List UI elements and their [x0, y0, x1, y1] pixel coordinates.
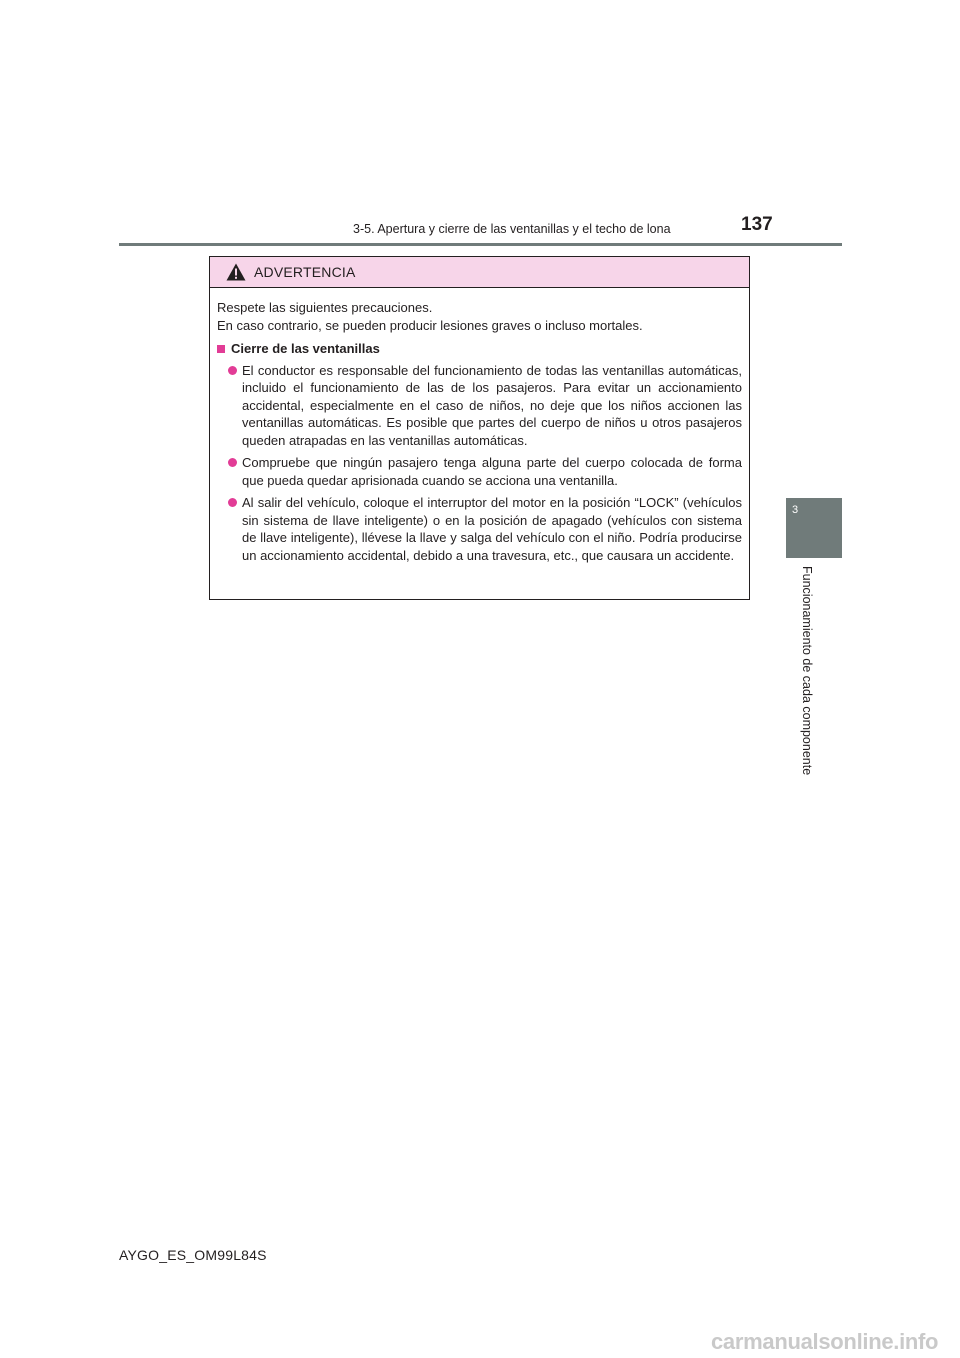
warning-box [209, 256, 750, 600]
section-header: 3-5. Apertura y cierre de las ventanillas y el techo de lona [353, 222, 671, 236]
chapter-tab-number: 3 [792, 504, 799, 516]
warning-title: ADVERTENCIA [254, 264, 356, 280]
page-number: 137 [741, 214, 773, 235]
bullet-text: El conductor es responsable del funcionamiento de todas las ventanillas automáticas, incluido el funcionamiento de las de los pasajeros. Para evitar un accionamiento accidental, especialmente en el caso de niños, no deje que los niños accionen las ventanillas automáticas. Es posible que partes del cuerpo de niños u otros pasajeros queden atrapadas en las ventanillas automáticas. [242, 362, 742, 448]
header-divider [119, 243, 842, 246]
warning-header [210, 257, 749, 288]
warning-triangle-icon [226, 263, 246, 281]
bullet-text: Compruebe que ningún pasajero tenga alguna parte del cuerpo colocada de forma que pueda quedar aprisionada cuando se acciona una ventanilla. [242, 455, 742, 488]
warning-bullet-list [217, 362, 742, 565]
list-item [217, 454, 742, 489]
round-bullet-icon [228, 458, 237, 467]
round-bullet-icon [228, 498, 237, 507]
round-bullet-icon [228, 366, 237, 375]
document-code: AYGO_ES_OM99L84S [119, 1247, 267, 1263]
list-item [217, 362, 742, 450]
list-item [217, 494, 742, 564]
warning-subheading-text: Cierre de las ventanillas [231, 341, 380, 356]
chapter-title-vertical: Funcionamiento de cada componente [800, 566, 814, 776]
warning-subheading [217, 340, 742, 358]
bullet-text: Al salir del vehículo, coloque el interruptor del motor en la posición “LOCK” (vehículos sin sistema de llave inteligente) o en la posición de apagado (vehículos con sistema de llave inteligente), llévese la llave y salga del vehículo con el niño. Podría producirse un accionamiento accidental, debido a una travesura, etc., que causara un accidente. [242, 495, 742, 563]
warning-body [210, 288, 749, 564]
warning-intro-line: En caso contrario, se pueden producir lesiones graves o incluso mortales. [217, 317, 643, 333]
warning-intro-line: Respete las siguientes precauciones. [217, 300, 433, 315]
watermark: carmanualsonline.info [711, 1329, 939, 1354]
square-bullet-icon [217, 345, 225, 353]
